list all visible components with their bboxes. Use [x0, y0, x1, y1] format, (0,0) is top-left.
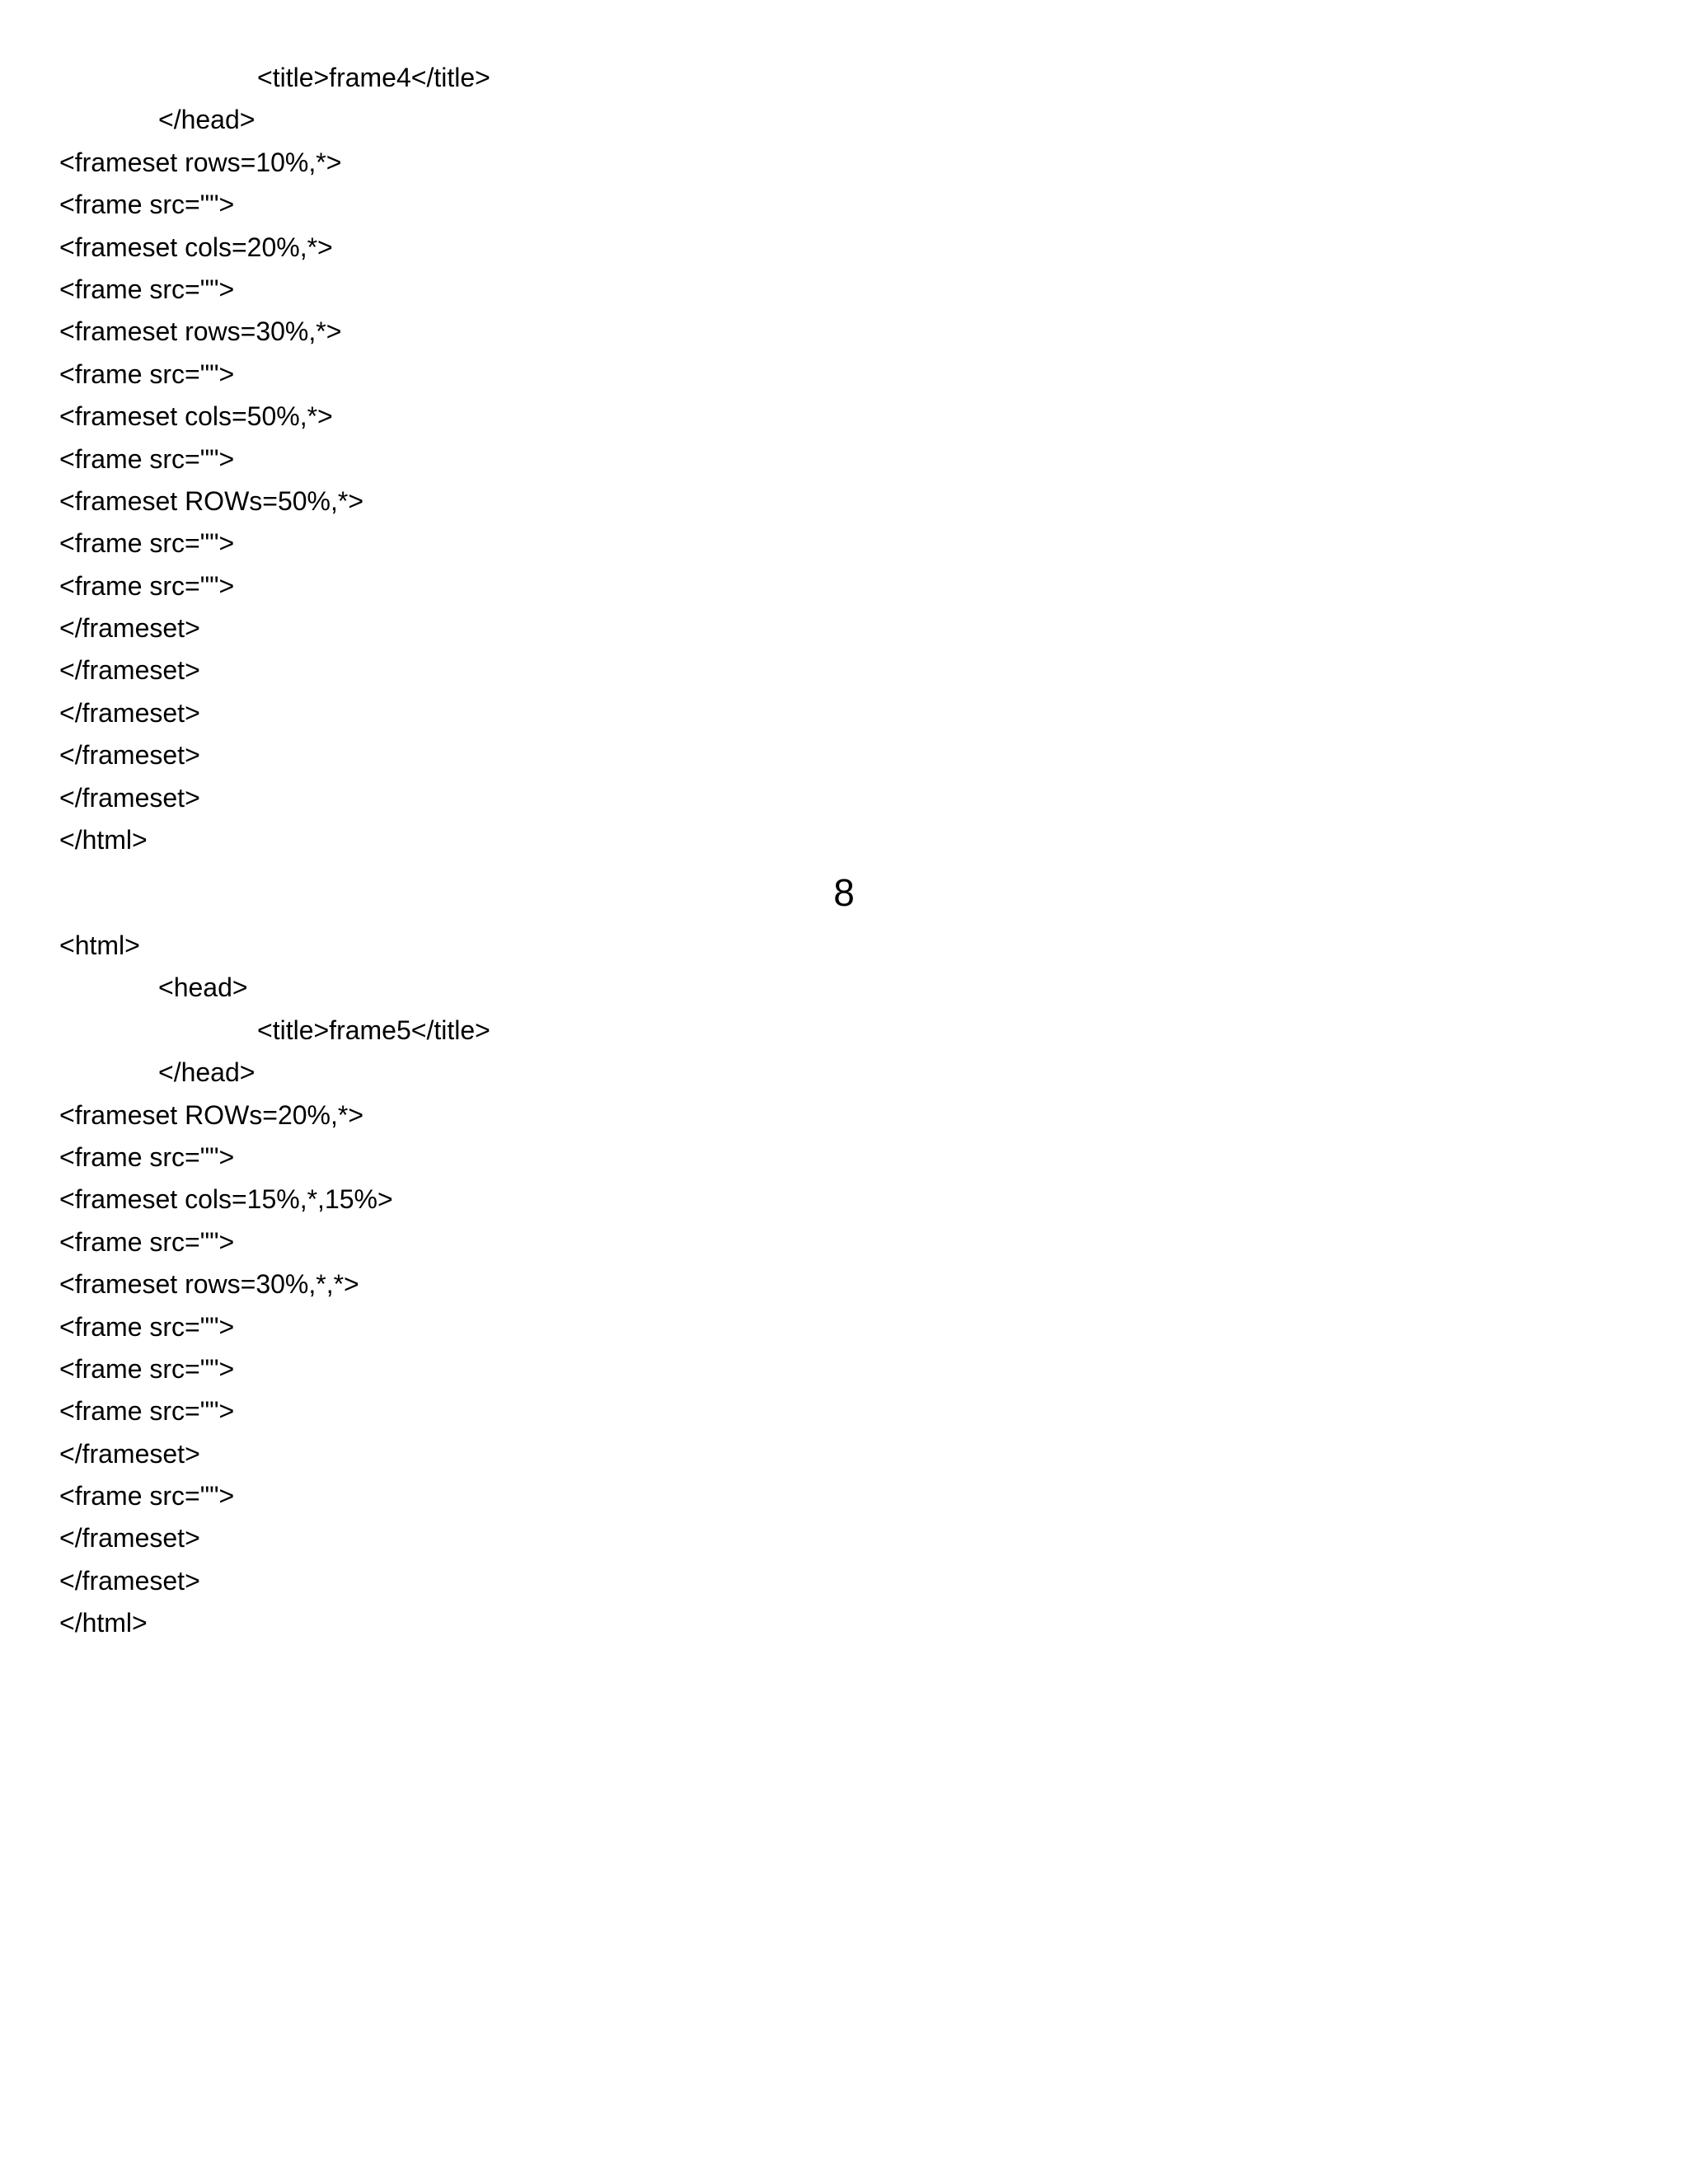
code-line: <frameset cols=15%,*,15%> [59, 1184, 393, 1215]
code-line: </html> [59, 825, 148, 855]
code-line: <frameset rows=10%,*> [59, 147, 342, 177]
code-line: <frameset ROWs=20%,*> [59, 1099, 364, 1130]
code-line: </frameset> [59, 1565, 200, 1596]
code-line: <html> [59, 930, 140, 960]
code-line: </frameset> [59, 1438, 200, 1469]
code-line: <frame src=""> [59, 570, 235, 601]
code-line: </frameset> [59, 782, 200, 813]
code-line: <title>frame4</title> [257, 63, 490, 92]
code-line: <head> [158, 972, 248, 1003]
code-line: <frame src=""> [59, 274, 235, 304]
code-line: <frame src=""> [59, 528, 235, 559]
code-line: <frameset rows=30%,*,*> [59, 1269, 359, 1300]
code-line: </frameset> [59, 740, 200, 771]
code-line: </frameset> [59, 655, 200, 686]
code-line: <frame src=""> [59, 1396, 235, 1427]
code-line: <frame src=""> [59, 1226, 235, 1257]
code-line: <frameset ROWs=50%,*> [59, 485, 364, 516]
code-line: </frameset> [59, 613, 200, 644]
code-line: </html> [59, 1608, 148, 1638]
code-line: <frame src=""> [59, 443, 235, 474]
code-line: <frame src=""> [59, 1481, 235, 1511]
code-snippet-frame4 [59, 57, 1625, 861]
code-line: <frameset cols=20%,*> [59, 232, 333, 262]
code-line: </frameset> [59, 697, 200, 728]
page-number: 8 [833, 871, 855, 914]
code-line: </head> [158, 105, 256, 135]
code-line: <frameset rows=30%,*> [59, 316, 342, 347]
code-line: <frame src=""> [59, 1311, 235, 1342]
code-line: <frame src=""> [59, 1141, 235, 1172]
code-snippet-frame5 [59, 925, 1625, 1645]
code-line: <frame src=""> [59, 359, 235, 389]
code-line: <frameset cols=50%,*> [59, 401, 333, 432]
code-line: </head> [158, 1057, 256, 1088]
code-line: </frameset> [59, 1523, 200, 1554]
code-line: <title>frame5</title> [257, 1015, 490, 1045]
code-line: <frame src=""> [59, 1353, 235, 1384]
code-line: <frame src=""> [59, 190, 235, 220]
